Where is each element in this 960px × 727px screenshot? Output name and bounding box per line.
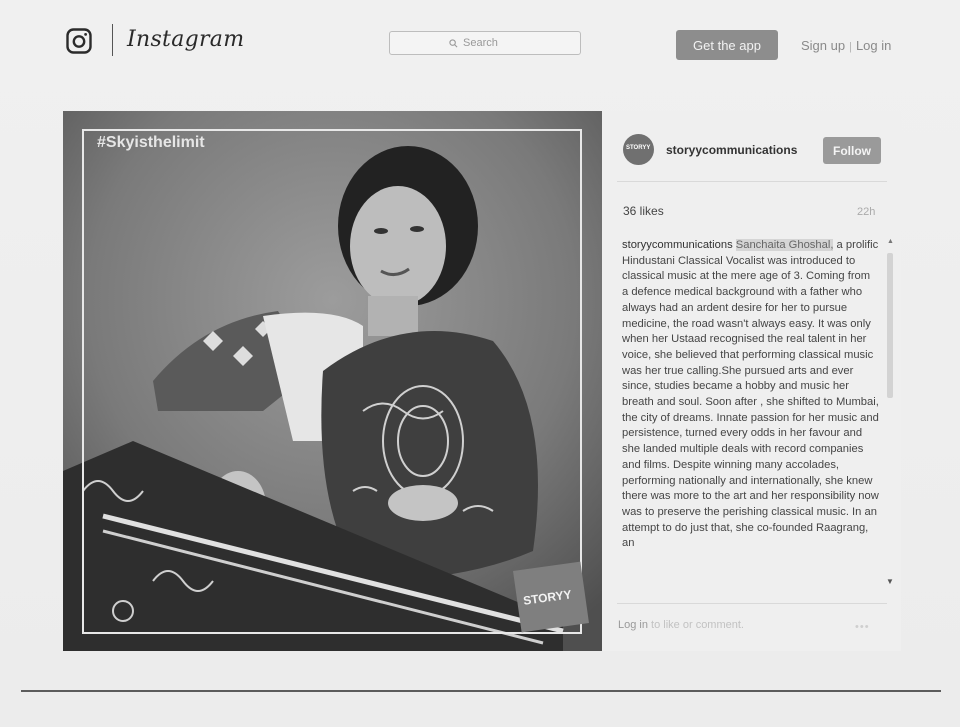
instagram-camera-icon[interactable] xyxy=(66,28,92,54)
header-divider xyxy=(617,181,887,182)
caption-text: a prolific Hindustani Classical Vocalist was introduced to classical music at the mere age of 3. Coming from a defence medical background with a father who always had an ardent desire for her to pursue medicine, the road wasn't always easy. It was only when her Ustaad recognised the real talent in her voice, she believed that performing classical music was her true calling.She pursued arts and ever since, studies became a hobby and music her breath and soul. Soon after , she shifted to Mumbai, the city of dreams. Innate passion for her music and persistence, turned every odds in her favour and she landed multiple deals with record companies and films. Despite winning many accolades, performing nationally and internationally, she knew there was more to the art and her responsibility now was to preserve the perishing classical music. In an attempt to do just that, she co-founded Raagrang, an xyxy=(622,239,879,550)
photo-frame xyxy=(82,129,582,634)
sign-up-link[interactable]: Sign up xyxy=(801,38,846,53)
page-bottom-rule xyxy=(21,690,941,692)
search-box[interactable] xyxy=(389,31,581,55)
storyy-watermark xyxy=(513,562,589,633)
get-the-app-button[interactable]: Get the app xyxy=(676,30,778,60)
more-options-icon[interactable]: ••• xyxy=(855,621,870,633)
to-like-text: to like xyxy=(647,619,680,631)
comment-link[interactable]: comment. xyxy=(695,619,744,631)
avatar-text: STORYY xyxy=(626,145,651,151)
brand-wordmark[interactable]: Instagram xyxy=(127,27,245,52)
footer-divider xyxy=(617,603,887,604)
follow-button[interactable]: Follow xyxy=(823,137,881,164)
scroll-down-arrow-icon[interactable]: ▼ xyxy=(886,577,894,586)
scrollbar-thumb[interactable] xyxy=(887,253,893,398)
or-text: or xyxy=(679,619,696,631)
top-nav xyxy=(0,0,960,90)
like-count[interactable]: 36 likes xyxy=(623,204,664,218)
auth-links xyxy=(801,38,891,53)
search-icon xyxy=(449,39,458,48)
post-time: 22h xyxy=(857,206,876,218)
log-in-link[interactable]: Log in xyxy=(855,38,892,53)
watermark-text: STORYY xyxy=(522,587,573,608)
avatar[interactable] xyxy=(623,134,654,165)
photo-hashtag: #Skyisthelimit xyxy=(97,134,205,151)
post-username[interactable]: storyycommunications xyxy=(666,143,798,157)
caption-username[interactable]: storyycommunications xyxy=(622,239,733,251)
log-in-to-like-link[interactable]: Log in xyxy=(618,619,648,631)
comment-prompt xyxy=(618,619,744,631)
auth-separator: | xyxy=(849,41,852,53)
brand-divider xyxy=(112,24,113,56)
search-input[interactable] xyxy=(463,37,521,49)
scroll-up-arrow-icon[interactable]: ▲ xyxy=(887,238,894,245)
caption-mention[interactable]: Sanchaita Ghoshal, xyxy=(735,239,834,251)
caption xyxy=(622,238,879,592)
